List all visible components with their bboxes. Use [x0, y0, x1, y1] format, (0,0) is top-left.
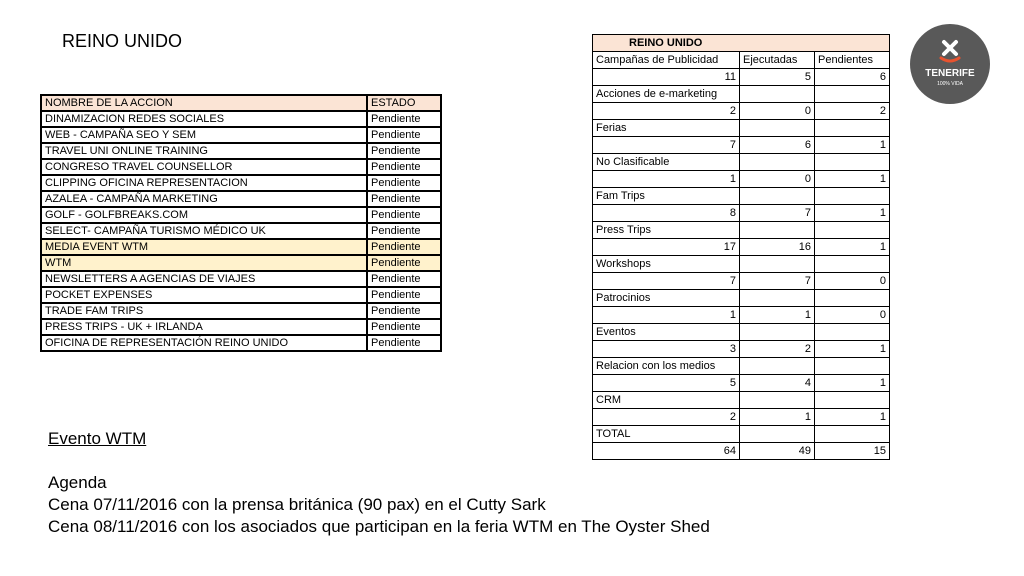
action-status: Pendiente [367, 191, 441, 207]
summary-header-campaigns: Campañas de Publicidad [593, 52, 740, 69]
summary-value-pending: 1 [815, 205, 890, 222]
summary-empty-cell [740, 154, 815, 171]
action-name: WEB - CAMPAÑA SEO Y SEM [41, 127, 367, 143]
summary-values-row [593, 409, 890, 426]
summary-empty-cell [815, 188, 890, 205]
summary-value-total: 7 [593, 273, 740, 290]
summary-value-executed: 0 [740, 171, 815, 188]
action-name: TRADE FAM TRIPS [41, 303, 367, 319]
summary-category-row [593, 290, 890, 307]
summary-category-label: Patrocinios [593, 290, 740, 307]
summary-title-row [593, 35, 890, 52]
summary-value-pending: 1 [815, 341, 890, 358]
summary-empty-cell [815, 86, 890, 103]
summary-value-pending: 1 [815, 409, 890, 426]
summary-category-row [593, 256, 890, 273]
summary-value-total: 3 [593, 341, 740, 358]
summary-empty-cell [740, 222, 815, 239]
summary-category-row [593, 222, 890, 239]
action-name: DINAMIZACION REDES SOCIALES [41, 111, 367, 127]
summary-header-executed: Ejecutadas [740, 52, 815, 69]
action-name: OFICINA DE REPRESENTACIÓN REINO UNIDO [41, 335, 367, 351]
summary-value-total: 2 [593, 409, 740, 426]
summary-category-label: No Clasificable [593, 154, 740, 171]
summary-category-label: Workshops [593, 256, 740, 273]
tenerife-logo-icon [910, 24, 990, 104]
summary-empty-cell [815, 256, 890, 273]
action-name: TRAVEL UNI ONLINE TRAINING [41, 143, 367, 159]
summary-value-executed: 2 [740, 341, 815, 358]
logo-name: TENERIFE [925, 68, 975, 79]
table-row [41, 207, 441, 223]
agenda-line-1: Cena 07/11/2016 con la prensa británica (90 pax) en el Cutty Sark [48, 495, 546, 514]
column-header-status: ESTADO [367, 95, 441, 111]
summary-values-row [593, 375, 890, 392]
action-name: POCKET EXPENSES [41, 287, 367, 303]
page-title: REINO UNIDO [62, 31, 183, 51]
action-name: AZALEA - CAMPAÑA MARKETING [41, 191, 367, 207]
summary-empty-cell [815, 358, 890, 375]
summary-category-row [593, 324, 890, 341]
summary-values-row [593, 103, 890, 120]
summary-header-pending: Pendientes [815, 52, 890, 69]
action-status: Pendiente [367, 207, 441, 223]
summary-category-label: Eventos [593, 324, 740, 341]
summary-value-pending: 0 [815, 273, 890, 290]
summary-empty-cell [740, 290, 815, 307]
summary-value-executed: 4 [740, 375, 815, 392]
summary-category-label: Acciones de e-marketing [593, 86, 740, 103]
summary-value-pending: 2 [815, 103, 890, 120]
summary-empty-cell [815, 324, 890, 341]
actions-table [40, 94, 442, 352]
summary-value-total: 64 [593, 443, 740, 460]
action-status: Pendiente [367, 319, 441, 335]
table-row [41, 127, 441, 143]
summary-empty-cell [740, 426, 815, 443]
summary-empty-cell [815, 120, 890, 137]
summary-empty-cell [740, 86, 815, 103]
table-row [41, 287, 441, 303]
action-name: SELECT- CAMPAÑA TURISMO MÉDICO UK [41, 223, 367, 239]
summary-values-row [593, 341, 890, 358]
table-row [41, 319, 441, 335]
summary-title: REINO UNIDO [593, 35, 890, 52]
action-status: Pendiente [367, 335, 441, 351]
summary-value-executed: 1 [740, 409, 815, 426]
summary-category-label: Ferias [593, 120, 740, 137]
summary-empty-cell [815, 426, 890, 443]
table-row [41, 303, 441, 319]
action-name: WTM [41, 255, 367, 271]
summary-values-row [593, 307, 890, 324]
summary-empty-cell [740, 392, 815, 409]
summary-value-total: 5 [593, 375, 740, 392]
table-row [41, 111, 441, 127]
summary-value-pending: 1 [815, 137, 890, 154]
table-row [41, 175, 441, 191]
summary-values-row [593, 171, 890, 188]
summary-value-total: 7 [593, 137, 740, 154]
summary-empty-cell [815, 222, 890, 239]
summary-category-label: Fam Trips [593, 188, 740, 205]
summary-header-row [593, 52, 890, 69]
agenda-label: Agenda [48, 473, 107, 492]
summary-value-executed: 16 [740, 239, 815, 256]
summary-values-row [593, 69, 890, 86]
action-status: Pendiente [367, 223, 441, 239]
action-name: CONGRESO TRAVEL COUNSELLOR [41, 159, 367, 175]
summary-empty-cell [815, 154, 890, 171]
event-title: Evento WTM [48, 429, 147, 448]
action-status: Pendiente [367, 287, 441, 303]
summary-value-total: 1 [593, 171, 740, 188]
table-row [41, 271, 441, 287]
summary-value-executed: 0 [740, 103, 815, 120]
action-name: CLIPPING OFICINA REPRESENTACION [41, 175, 367, 191]
logo-tagline: 100% VIDA [937, 81, 963, 87]
summary-values-row [593, 273, 890, 290]
summary-category-row [593, 392, 890, 409]
summary-empty-cell [740, 324, 815, 341]
action-status: Pendiente [367, 159, 441, 175]
summary-empty-cell [815, 290, 890, 307]
summary-category-label: CRM [593, 392, 740, 409]
summary-table [592, 34, 890, 460]
summary-empty-cell [740, 358, 815, 375]
table-row [41, 335, 441, 351]
action-status: Pendiente [367, 303, 441, 319]
action-status: Pendiente [367, 175, 441, 191]
summary-values-row [593, 205, 890, 222]
event-section [48, 428, 710, 538]
action-name: GOLF - GOLFBREAKS.COM [41, 207, 367, 223]
summary-category-row [593, 86, 890, 103]
summary-category-row [593, 154, 890, 171]
summary-value-executed: 5 [740, 69, 815, 86]
summary-value-pending: 1 [815, 171, 890, 188]
summary-value-executed: 7 [740, 273, 815, 290]
summary-value-executed: 49 [740, 443, 815, 460]
action-name: PRESS TRIPS - UK + IRLANDA [41, 319, 367, 335]
action-status: Pendiente [367, 143, 441, 159]
summary-values-row [593, 239, 890, 256]
summary-value-pending: 1 [815, 375, 890, 392]
summary-value-total: 17 [593, 239, 740, 256]
action-status: Pendiente [367, 271, 441, 287]
summary-values-row [593, 137, 890, 154]
action-name: MEDIA EVENT WTM [41, 239, 367, 255]
summary-value-pending: 0 [815, 307, 890, 324]
summary-category-row [593, 120, 890, 137]
summary-value-executed: 7 [740, 205, 815, 222]
summary-value-executed: 1 [740, 307, 815, 324]
action-name: NEWSLETTERS A AGENCIAS DE VIAJES [41, 271, 367, 287]
summary-value-pending: 6 [815, 69, 890, 86]
summary-value-pending: 1 [815, 239, 890, 256]
tenerife-logo [910, 24, 990, 104]
summary-value-total: 1 [593, 307, 740, 324]
action-status: Pendiente [367, 239, 441, 255]
column-header-action: NOMBRE DE LA ACCION [41, 95, 367, 111]
table-header-row [41, 95, 441, 111]
summary-empty-cell [740, 256, 815, 273]
table-row [41, 191, 441, 207]
action-status: Pendiente [367, 127, 441, 143]
summary-value-pending: 15 [815, 443, 890, 460]
summary-empty-cell [740, 120, 815, 137]
table-row [41, 159, 441, 175]
summary-category-row [593, 358, 890, 375]
action-status: Pendiente [367, 111, 441, 127]
summary-category-label: Press Trips [593, 222, 740, 239]
summary-value-total: 2 [593, 103, 740, 120]
summary-value-total: 8 [593, 205, 740, 222]
table-row [41, 239, 441, 255]
summary-category-label: Relacion con los medios [593, 358, 740, 375]
summary-category-label: TOTAL [593, 426, 740, 443]
action-status: Pendiente [367, 255, 441, 271]
table-row [41, 255, 441, 271]
summary-value-executed: 6 [740, 137, 815, 154]
table-row [41, 143, 441, 159]
table-row [41, 223, 441, 239]
summary-value-total: 11 [593, 69, 740, 86]
summary-empty-cell [740, 188, 815, 205]
summary-empty-cell [815, 392, 890, 409]
agenda-line-2: Cena 08/11/2016 con los asociados que participan en la feria WTM en The Oyster Shed [48, 517, 710, 536]
summary-category-row [593, 188, 890, 205]
